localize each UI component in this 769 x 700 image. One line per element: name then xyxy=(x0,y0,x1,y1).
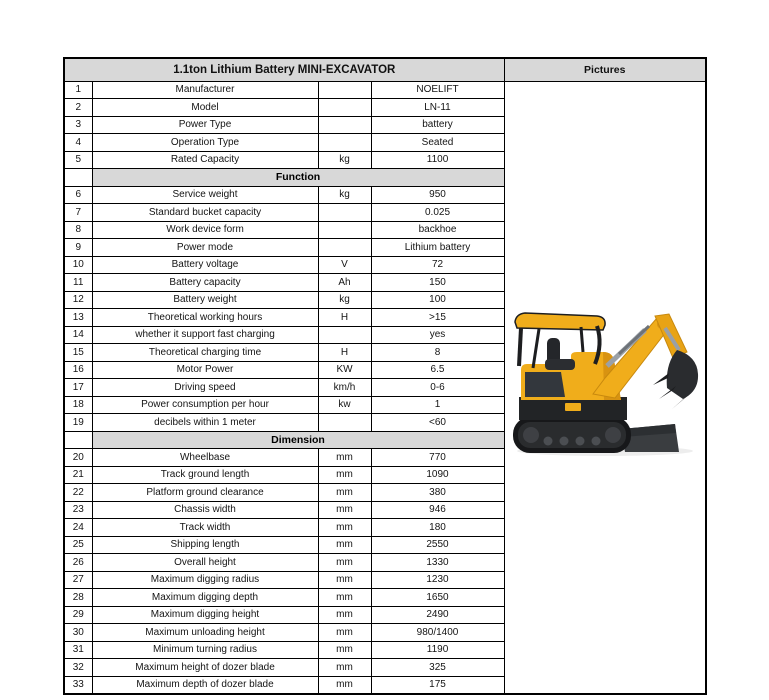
spec-unit: mm xyxy=(318,449,371,467)
spec-value: 2550 xyxy=(371,536,504,554)
section-title: Dimension xyxy=(92,431,504,449)
row-number: 1 xyxy=(64,81,92,99)
spec-unit: mm xyxy=(318,554,371,572)
spec-value: 8 xyxy=(371,344,504,362)
spec-value: 2490 xyxy=(371,606,504,624)
spec-value: battery xyxy=(371,116,504,134)
spec-value: 100 xyxy=(371,291,504,309)
row-number: 23 xyxy=(64,501,92,519)
spec-value: Lithium battery xyxy=(371,239,504,257)
row-number xyxy=(64,431,92,449)
spec-unit: kg xyxy=(318,151,371,169)
spec-label: decibels within 1 meter xyxy=(92,414,318,432)
spec-label: Platform ground clearance xyxy=(92,484,318,502)
row-number: 9 xyxy=(64,239,92,257)
spec-label: Chassis width xyxy=(92,501,318,519)
row-number: 26 xyxy=(64,554,92,572)
row-number: 11 xyxy=(64,274,92,292)
spec-value: LN-11 xyxy=(371,99,504,117)
spec-unit: KW xyxy=(318,361,371,379)
spec-label: Track ground length xyxy=(92,466,318,484)
spec-value: backhoe xyxy=(371,221,504,239)
row-number: 17 xyxy=(64,379,92,397)
spec-value: 1330 xyxy=(371,554,504,572)
spec-value: NOELIFT xyxy=(371,81,504,99)
spec-label: Work device form xyxy=(92,221,318,239)
spec-unit: mm xyxy=(318,624,371,642)
spec-label: Overall height xyxy=(92,554,318,572)
spec-value: 1090 xyxy=(371,466,504,484)
spec-label: Service weight xyxy=(92,186,318,204)
row-number: 13 xyxy=(64,309,92,327)
row-number: 20 xyxy=(64,449,92,467)
spec-unit xyxy=(318,116,371,134)
spec-value: 770 xyxy=(371,449,504,467)
row-number: 32 xyxy=(64,659,92,677)
spec-value: 72 xyxy=(371,256,504,274)
spec-unit: mm xyxy=(318,659,371,677)
spec-unit: mm xyxy=(318,501,371,519)
row-number: 21 xyxy=(64,466,92,484)
row-number xyxy=(64,169,92,187)
spec-label: Maximum depth of dozer blade xyxy=(92,676,318,694)
excavator-image xyxy=(509,294,701,459)
spec-label: Theoretical working hours xyxy=(92,309,318,327)
spec-unit: H xyxy=(318,309,371,327)
row-number: 29 xyxy=(64,606,92,624)
spec-unit: H xyxy=(318,344,371,362)
row-number: 33 xyxy=(64,676,92,694)
spec-label: Maximum unloading height xyxy=(92,624,318,642)
spec-unit: kw xyxy=(318,396,371,414)
section-title: Function xyxy=(92,169,504,187)
row-number: 18 xyxy=(64,396,92,414)
spec-value: 946 xyxy=(371,501,504,519)
spec-unit xyxy=(318,81,371,99)
spec-label: Rated Capacity xyxy=(92,151,318,169)
spec-label: Track width xyxy=(92,519,318,537)
table-row xyxy=(64,81,706,99)
spec-value: 150 xyxy=(371,274,504,292)
row-number: 6 xyxy=(64,186,92,204)
spec-unit: mm xyxy=(318,589,371,607)
spec-label: whether it support fast charging xyxy=(92,326,318,344)
row-number: 24 xyxy=(64,519,92,537)
spec-unit xyxy=(318,134,371,152)
row-number: 15 xyxy=(64,344,92,362)
spec-label: Power Type xyxy=(92,116,318,134)
spec-label: Power consumption per hour xyxy=(92,396,318,414)
spec-label: Manufacturer xyxy=(92,81,318,99)
spec-label: Battery capacity xyxy=(92,274,318,292)
spec-value: 1 xyxy=(371,396,504,414)
spec-value: 1190 xyxy=(371,641,504,659)
spec-value: 325 xyxy=(371,659,504,677)
spec-unit: kg xyxy=(318,291,371,309)
row-number: 4 xyxy=(64,134,92,152)
spec-unit: mm xyxy=(318,536,371,554)
row-number: 10 xyxy=(64,256,92,274)
spec-label: Battery weight xyxy=(92,291,318,309)
spec-table xyxy=(63,57,707,695)
spec-value: 980/1400 xyxy=(371,624,504,642)
row-number: 27 xyxy=(64,571,92,589)
spec-unit: mm xyxy=(318,466,371,484)
spec-unit xyxy=(318,239,371,257)
spec-unit: mm xyxy=(318,676,371,694)
spec-value: 1230 xyxy=(371,571,504,589)
spec-unit xyxy=(318,326,371,344)
spec-unit: km/h xyxy=(318,379,371,397)
table-title-row xyxy=(64,58,706,81)
row-number: 28 xyxy=(64,589,92,607)
spec-label: Maximum height of dozer blade xyxy=(92,659,318,677)
spec-label: Minimum turning radius xyxy=(92,641,318,659)
page-title: 1.1ton Lithium Battery MINI-EXCAVATOR xyxy=(64,58,504,81)
spec-label: Maximum digging height xyxy=(92,606,318,624)
spec-unit: kg xyxy=(318,186,371,204)
spec-label: Driving speed xyxy=(92,379,318,397)
row-number: 2 xyxy=(64,99,92,117)
spec-unit xyxy=(318,414,371,432)
row-number: 12 xyxy=(64,291,92,309)
pictures-column-header: Pictures xyxy=(504,58,706,81)
spec-value: Seated xyxy=(371,134,504,152)
spec-unit: mm xyxy=(318,606,371,624)
spec-unit xyxy=(318,99,371,117)
spec-unit: mm xyxy=(318,519,371,537)
row-number: 25 xyxy=(64,536,92,554)
spec-value: 175 xyxy=(371,676,504,694)
spec-value: 180 xyxy=(371,519,504,537)
spec-value: 950 xyxy=(371,186,504,204)
spec-unit: mm xyxy=(318,641,371,659)
row-number: 22 xyxy=(64,484,92,502)
spec-value: 0.025 xyxy=(371,204,504,222)
spec-value: 1100 xyxy=(371,151,504,169)
row-number: 8 xyxy=(64,221,92,239)
spec-label: Maximum digging depth xyxy=(92,589,318,607)
row-number: 7 xyxy=(64,204,92,222)
spec-label: Shipping length xyxy=(92,536,318,554)
row-number: 3 xyxy=(64,116,92,134)
spec-label: Operation Type xyxy=(92,134,318,152)
spec-unit: Ah xyxy=(318,274,371,292)
spec-label: Maximum digging radius xyxy=(92,571,318,589)
row-number: 19 xyxy=(64,414,92,432)
spec-label: Wheelbase xyxy=(92,449,318,467)
spec-label: Battery voltage xyxy=(92,256,318,274)
spec-value: 380 xyxy=(371,484,504,502)
spec-unit: mm xyxy=(318,484,371,502)
row-number: 14 xyxy=(64,326,92,344)
row-number: 31 xyxy=(64,641,92,659)
spec-value: <60 xyxy=(371,414,504,432)
row-number: 16 xyxy=(64,361,92,379)
spec-label: Model xyxy=(92,99,318,117)
spec-value: 0-6 xyxy=(371,379,504,397)
spec-unit xyxy=(318,221,371,239)
spec-label: Motor Power xyxy=(92,361,318,379)
row-number: 5 xyxy=(64,151,92,169)
row-number: 30 xyxy=(64,624,92,642)
spec-unit: mm xyxy=(318,571,371,589)
spec-value: 6.5 xyxy=(371,361,504,379)
spec-value: >15 xyxy=(371,309,504,327)
spec-unit xyxy=(318,204,371,222)
spec-unit: V xyxy=(318,256,371,274)
pictures-cell xyxy=(504,81,706,694)
spec-label: Power mode xyxy=(92,239,318,257)
spec-label: Standard bucket capacity xyxy=(92,204,318,222)
spec-value: 1650 xyxy=(371,589,504,607)
spec-label: Theoretical charging time xyxy=(92,344,318,362)
spec-value: yes xyxy=(371,326,504,344)
